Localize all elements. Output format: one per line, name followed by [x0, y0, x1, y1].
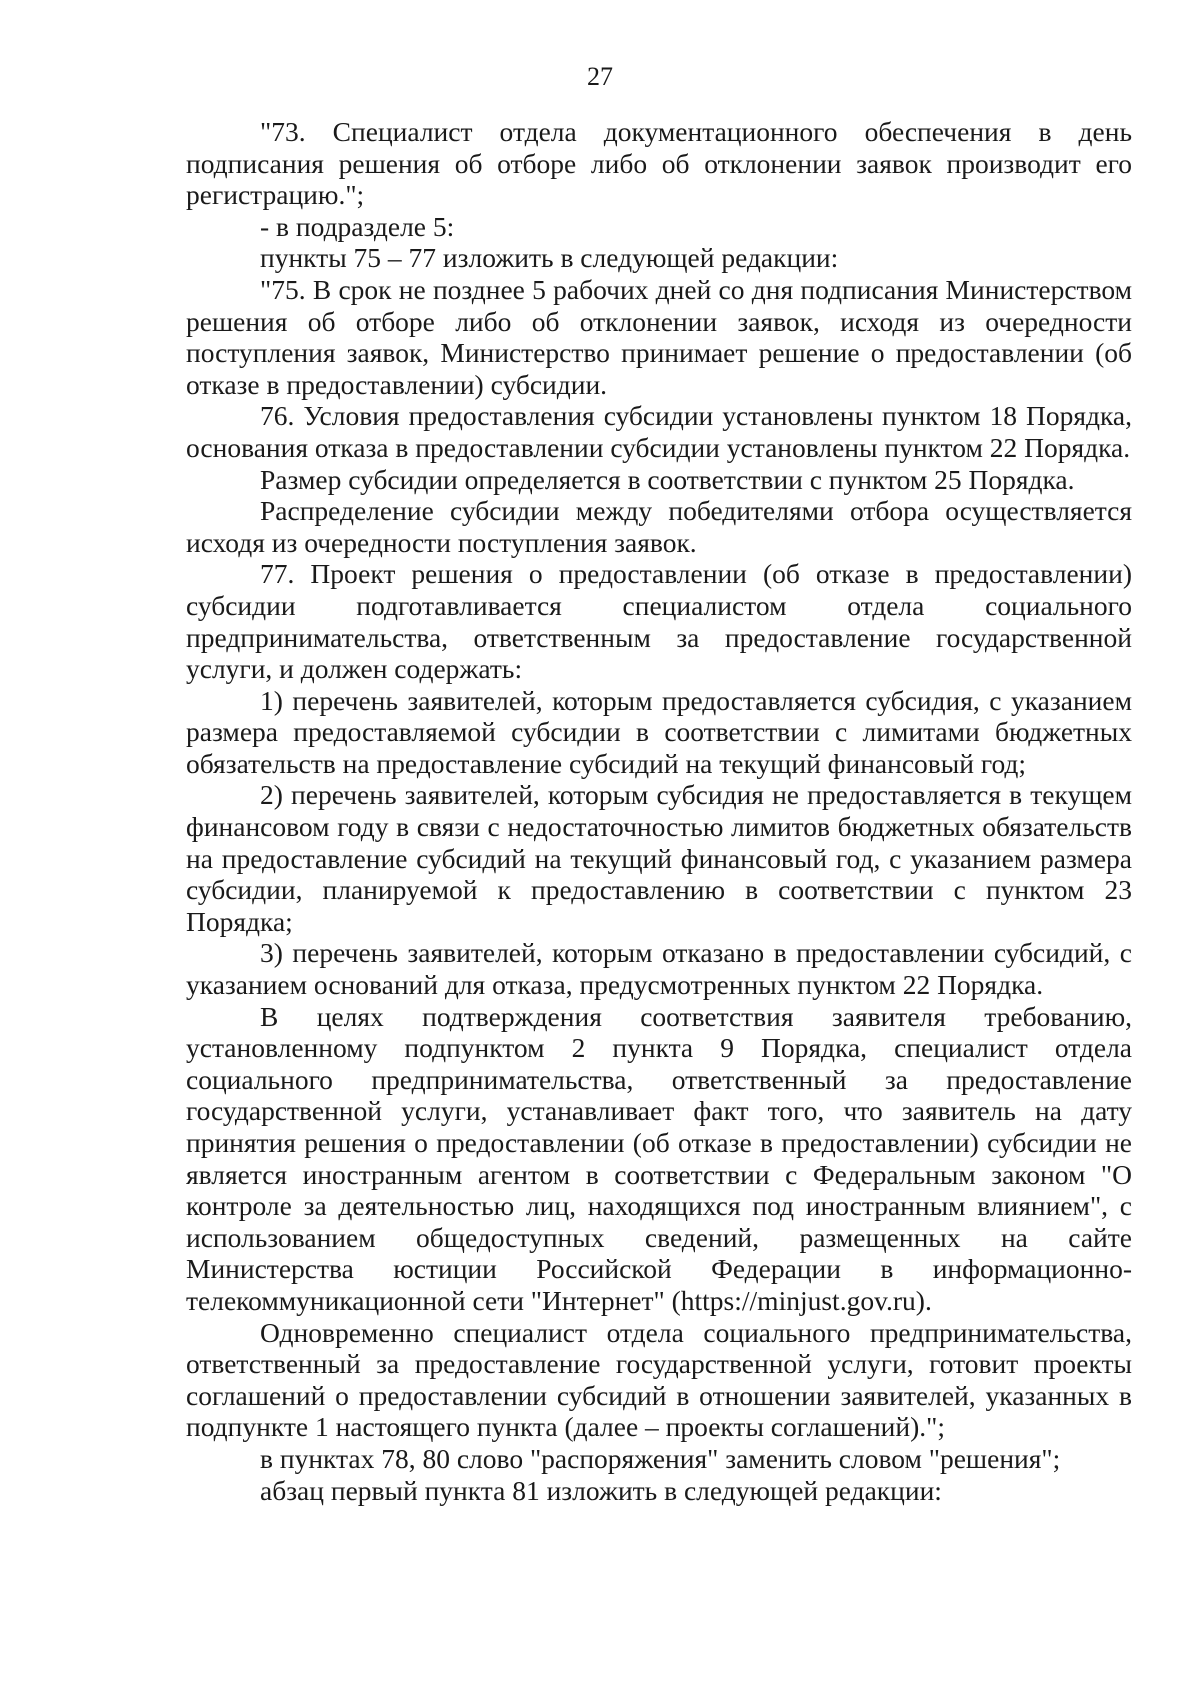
page-number: 27 — [587, 62, 613, 91]
document-body — [186, 116, 1132, 1506]
paragraph-77-item-1: 1) перечень заявителей, которым предоставляется субсидия, с указанием размера предоставляемой субсидии в соответствии с лимитами бюджетных обязательств на предоставление субсидий на текущий финансовый год; — [186, 684, 1132, 779]
paragraph-75: "75. В срок не позднее 5 рабочих дней со дня подписания Министерством решения об отборе либо об отклонении заявок, исходя из очередности поступления заявок, Министерство принимает решение о предоставлении (об отказе в предоставлении) субсидии. — [186, 273, 1132, 400]
paragraph-subsidy-size: Размер субсидии определяется в соответствии с пунктом 25 Порядка. — [260, 463, 1075, 495]
paragraph-items-75-77-intro: пункты 75 – 77 изложить в следующей редакции: — [260, 242, 839, 274]
paragraph-77-item-2: 2) перечень заявителей, которым субсидия не предоставляется в текущем финансовом году в связи с недостаточностью лимитов бюджетных обязательств на предоставление субсидий на текущий финансовый год, с указанием размера субсидии, планируемой к предоставлению в соответствии с пунктом 23 Порядка; — [186, 779, 1132, 937]
paragraph-items-78-80: в пунктах 78, 80 слово "распоряжения" заменить словом "решения"; — [260, 1442, 1061, 1474]
paragraph-agreement-drafts: Одновременно специалист отдела социального предпринимательства, ответственный за предоставление государственной услуги, готовит проекты соглашений о предоставлении субсидий в отношении заявителей, указанных в подпункте 1 настоящего пункта (далее – проекты соглашений)."; — [186, 1316, 1132, 1443]
paragraph-77-item-3: 3) перечень заявителей, которым отказано в предоставлении субсидий, с указанием оснований для отказа, предусмотренных пунктом 22 Порядка. — [186, 937, 1132, 1001]
paragraph-73: "73. Специалист отдела документационного обеспечения в день подписания решения об отборе либо об отклонении заявок производит его регистрацию."; — [186, 116, 1132, 211]
paragraph-subsidy-distribution: Распределение субсидии между победителями отбора осуществляется исходя из очередности поступления заявок. — [186, 495, 1132, 558]
paragraph-77: 77. Проект решения о предоставлении (об отказе в предоставлении) субсидии подготавливается специалистом отдела социального предпринимательства, ответственным за предоставление государственной услуги, и должен содержать: — [186, 558, 1132, 685]
paragraph-76: 76. Условия предоставления субсидии установлены пунктом 18 Порядка, основания отказа в предоставлении субсидии установлены пунктом 22 Порядка. — [186, 400, 1132, 463]
paragraph-foreign-agent-check: В целях подтверждения соответствия заявителя требованию, установленному подпунктом 2 пункта 9 Порядка, специалист отдела социального предпринимательства, ответственный за предоставление государственной услуги, устанавливает факт того, что заявитель на дату принятия решения о предоставлении (об отказе в предоставлении) субсидии не является иностранным агентом в соответствии с Федеральным законом "О контроле за деятельностью лиц, находящихся под иностранным влиянием", с использованием общедоступных сведений, размещенных на сайте Министерства юстиции Российской Федерации в информационно-телекоммуникационной сети "Интернет" (https://minjust.gov.ru). — [186, 1000, 1132, 1316]
paragraph-item-81-intro: абзац первый пункта 81 изложить в следующей редакции: — [260, 1474, 942, 1506]
paragraph-subsection-5: - в подразделе 5: — [260, 210, 455, 242]
